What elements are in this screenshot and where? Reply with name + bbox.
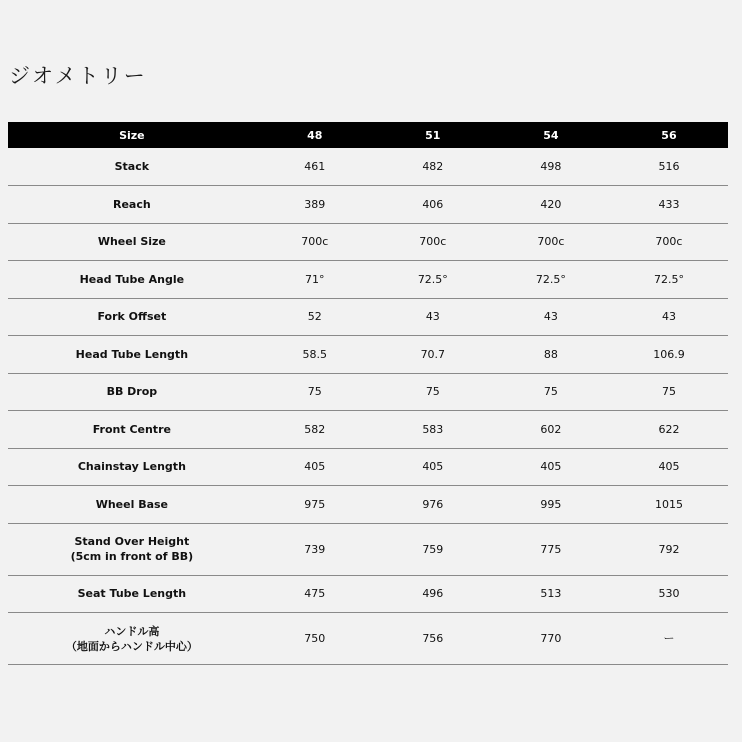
cell-value: 71° xyxy=(256,261,374,299)
page-title: ジオメトリー xyxy=(9,64,147,88)
row-label-line: Seat Tube Length xyxy=(77,587,187,601)
row-label-line: Stand Over Height xyxy=(74,535,190,548)
header-size-54: 54 xyxy=(492,122,610,148)
cell-value: 750 xyxy=(256,613,374,665)
cell-value: 976 xyxy=(374,486,492,524)
row-label-line: Fork Offset xyxy=(97,310,167,324)
row-label xyxy=(8,575,256,613)
table-body xyxy=(8,148,728,665)
cell-value: 43 xyxy=(374,298,492,336)
table-row xyxy=(8,298,728,336)
cell-value: 700c xyxy=(256,223,374,261)
cell-value: 433 xyxy=(610,186,728,224)
cell-value: 482 xyxy=(374,148,492,186)
cell-value: 75 xyxy=(610,373,728,411)
cell-value: 461 xyxy=(256,148,374,186)
row-label xyxy=(8,613,256,665)
table-row xyxy=(8,261,728,299)
cell-value: 516 xyxy=(610,148,728,186)
cell-value: 739 xyxy=(256,523,374,575)
row-label xyxy=(8,223,256,261)
row-label-line: Chainstay Length xyxy=(77,460,186,474)
row-label-line: Head Tube Length xyxy=(75,347,189,361)
row-label xyxy=(8,373,256,411)
row-label-line: Head Tube Angle xyxy=(79,272,185,286)
row-label xyxy=(8,523,256,575)
cell-value: 72.5° xyxy=(492,261,610,299)
cell-value: 43 xyxy=(610,298,728,336)
header-row xyxy=(8,122,728,148)
cell-value: 770 xyxy=(492,613,610,665)
cell-value: 75 xyxy=(256,373,374,411)
cell-value: 405 xyxy=(492,448,610,486)
row-label xyxy=(8,298,256,336)
row-label xyxy=(8,261,256,299)
cell-value: 496 xyxy=(374,575,492,613)
cell-value: 1015 xyxy=(610,486,728,524)
cell-value: 88 xyxy=(492,336,610,374)
cell-value: 700c xyxy=(610,223,728,261)
cell-value: 72.5° xyxy=(374,261,492,299)
row-label-line: Reach xyxy=(113,197,151,211)
row-label xyxy=(8,411,256,449)
row-label xyxy=(8,448,256,486)
row-label xyxy=(8,148,256,186)
cell-value: 406 xyxy=(374,186,492,224)
cell-value: 759 xyxy=(374,523,492,575)
cell-value: 792 xyxy=(610,523,728,575)
cell-value: 622 xyxy=(610,411,728,449)
cell-value: 975 xyxy=(256,486,374,524)
cell-value: 70.7 xyxy=(374,336,492,374)
cell-value: 72.5° xyxy=(610,261,728,299)
table-row xyxy=(8,411,728,449)
row-label xyxy=(8,486,256,524)
cell-value: 58.5 xyxy=(256,336,374,374)
cell-value: 405 xyxy=(374,448,492,486)
cell-value: 995 xyxy=(492,486,610,524)
cell-value: 420 xyxy=(492,186,610,224)
row-label-line: （地面からハンドル中心） xyxy=(65,639,198,653)
table-row xyxy=(8,575,728,613)
geometry-table xyxy=(8,122,728,665)
row-label-line: Stack xyxy=(114,160,150,173)
cell-value: 582 xyxy=(256,411,374,449)
cell-value: 775 xyxy=(492,523,610,575)
cell-value: 583 xyxy=(374,411,492,449)
cell-value: 389 xyxy=(256,186,374,224)
cell-value: 530 xyxy=(610,575,728,613)
cell-value: 602 xyxy=(492,411,610,449)
row-label xyxy=(8,186,256,224)
table-header xyxy=(8,122,728,148)
table-row xyxy=(8,223,728,261)
cell-value: 513 xyxy=(492,575,610,613)
cell-value: 43 xyxy=(492,298,610,336)
cell-value: 405 xyxy=(610,448,728,486)
header-size-48: 48 xyxy=(256,122,374,148)
table-row xyxy=(8,148,728,186)
table-row xyxy=(8,448,728,486)
cell-value: 405 xyxy=(256,448,374,486)
table-row xyxy=(8,373,728,411)
cell-value: 52 xyxy=(256,298,374,336)
row-label-line: (5cm in front of BB) xyxy=(70,550,194,563)
row-label-line: Front Centre xyxy=(92,422,171,436)
cell-value: 756 xyxy=(374,613,492,665)
cell-value: 475 xyxy=(256,575,374,613)
row-label-line: ハンドル高 xyxy=(104,624,160,638)
cell-value: 106.9 xyxy=(610,336,728,374)
header-size-56: 56 xyxy=(610,122,728,148)
row-label-line: Wheel Base xyxy=(95,497,169,511)
header-size-label: Size xyxy=(8,122,256,148)
cell-value: 75 xyxy=(492,373,610,411)
header-size-51: 51 xyxy=(374,122,492,148)
table-row xyxy=(8,336,728,374)
cell-value: ー xyxy=(610,613,728,665)
row-label-line: BB Drop xyxy=(106,385,158,399)
row-label-line: Wheel Size xyxy=(97,235,166,249)
table-row xyxy=(8,486,728,524)
cell-value: 498 xyxy=(492,148,610,186)
row-label xyxy=(8,336,256,374)
table-row xyxy=(8,186,728,224)
cell-value: 700c xyxy=(374,223,492,261)
table-row xyxy=(8,523,728,575)
cell-value: 700c xyxy=(492,223,610,261)
cell-value: 75 xyxy=(374,373,492,411)
table-row xyxy=(8,613,728,665)
